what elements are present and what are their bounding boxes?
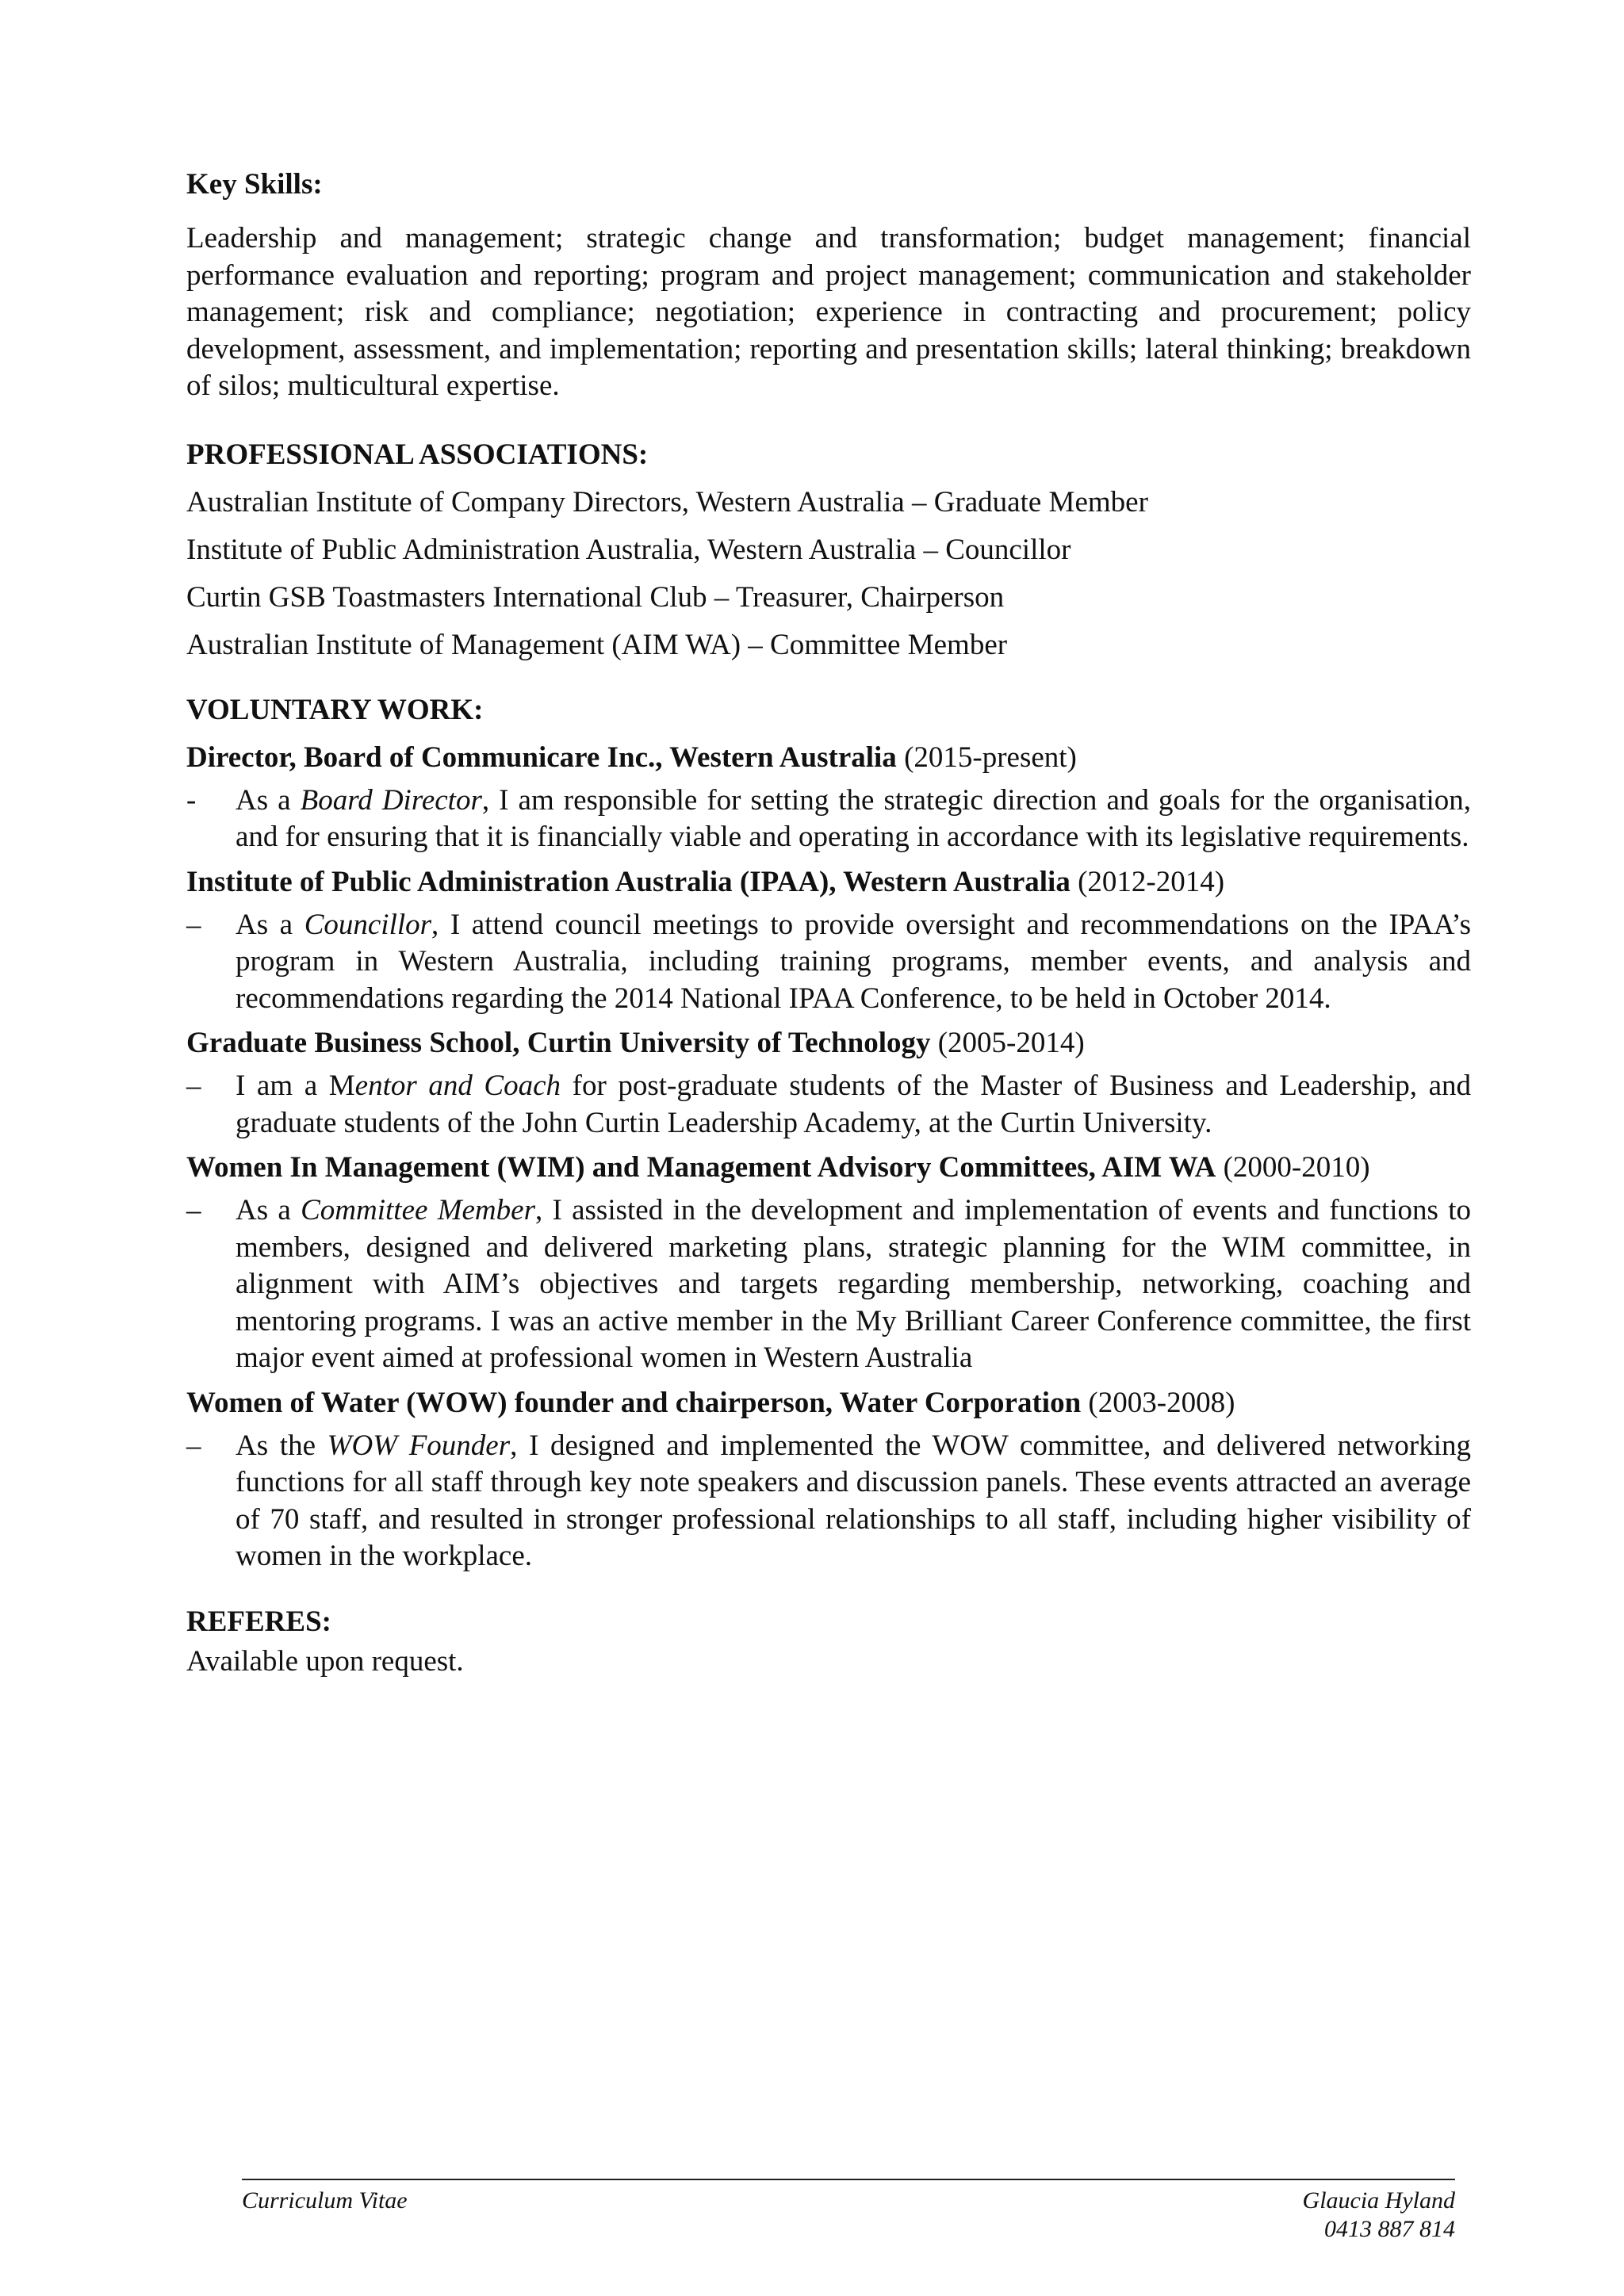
voluntary-description: I am a Mentor and Coach for post-graduate students of the Master of Business and Leadership, and graduate students of the John Curtin Leadership Academy, at the Curtin University. [236,1070,1472,1139]
voluntary-entry [186,740,1471,856]
voluntary-role: Councillor [304,908,432,941]
footer-row [242,2180,1455,2215]
voluntary-period: (2000-2010) [1223,1151,1370,1184]
cv-page [186,166,1471,1680]
voluntary-entry-title [186,1025,1471,1062]
voluntary-bullet [186,907,1471,1018]
voluntary-entry [186,1025,1471,1142]
voluntary-org: Women of Water (WOW) founder and chairperson, Water Corporation [186,1386,1082,1419]
referees-heading: REFERES: [186,1605,331,1638]
associations-list [186,484,1471,664]
voluntary-role: entor and Coach [354,1070,561,1102]
association-item: Curtin GSB Toastmasters International Club – Treasurer, Chairperson [186,580,1005,614]
voluntary-period: (2015-present) [904,740,1077,774]
voluntary-role: Board Director [300,783,482,817]
bullet-dash: – [186,908,201,941]
voluntary-heading: VOLUNTARY WORK: [186,693,484,726]
voluntary-entry [186,1385,1471,1575]
voluntary-bullet [186,1428,1471,1575]
association-item: Institute of Public Administration Australia, Western Australia – Councillor [186,533,1071,566]
voluntary-org: Institute of Public Administration Australia (IPAA), Western Australia [186,865,1071,898]
voluntary-org: Director, Board of Communicare Inc., Western Australia [186,740,897,774]
voluntary-bullet [186,1068,1471,1142]
association-item: Australian Institute of Management (AIM WA) – Committee Member [186,628,1008,661]
voluntary-org: Women In Management (WIM) and Management Advisory Committees, AIM WA [186,1151,1216,1184]
voluntary-role: Committee Member [301,1194,535,1226]
voluntary-org: Graduate Business School, Curtin University of Technology [186,1027,931,1059]
key-skills-heading: Key Skills: [186,168,323,201]
voluntary-bullet [186,783,1471,856]
voluntary-description: As a Councillor, I attend council meetings to provide oversight and recommendations on the IPAA’s program in Western Australia, including training programs, member events, and analysis and recommendations regarding the 2014 National IPAA Conference, to be held in October 2014. [236,908,1471,1015]
voluntary-entry [186,864,1471,1018]
footer-name: Glaucia Hyland [1302,2187,1455,2214]
footer-phone: 0413 887 814 [1324,2216,1455,2242]
footer-doc-title: Curriculum Vitae [242,2187,408,2214]
voluntary-entry-title [186,1150,1471,1186]
bullet-dash: – [186,1194,201,1226]
voluntary-description: As a Committee Member, I assisted in the development and implementation of events and functions to members, designed and delivered marketing plans, strategic planning for the WIM committee, in alignment with AIM’s objectives and targets regarding membership, networking, coaching and mentoring programs. I was an active member in the My Brilliant Career Conference committee, the first major event aimed at professional women in Western Australia [236,1194,1471,1374]
voluntary-period: (2012-2014) [1078,865,1225,898]
voluntary-entry-title [186,1385,1471,1422]
voluntary-role: WOW Founder [327,1429,511,1462]
page-footer [242,2179,1455,2244]
voluntary-period: (2003-2008) [1088,1386,1235,1419]
bullet-dash: – [186,1070,201,1102]
referees-text: Available upon request. [186,1644,464,1678]
voluntary-entry [186,1150,1471,1377]
voluntary-description: As a Board Director, I am responsible for setting the strategic direction and goals for the organisation, and for ensuring that it is financially viable and operating in accordance with its legislative requirements. [236,783,1471,853]
voluntary-entry-title [186,740,1471,776]
association-item: Australian Institute of Company Directors, Western Australia – Graduate Member [186,485,1148,519]
voluntary-entry-title [186,864,1471,901]
bullet-dash: – [186,1429,201,1462]
voluntary-period: (2005-2014) [937,1027,1085,1059]
key-skills-text: Leadership and management; strategic change and transformation; budget management; financial performance evaluation and reporting; program and project management; communication and stakeholder management; risk and compliance; negotiation; experience in contracting and procurement; policy development, assessment, and implementation; reporting and presentation skills; lateral thinking; breakdown of silos; multicultural expertise. [186,222,1471,402]
bullet-dash: - [186,783,197,817]
associations-heading: PROFESSIONAL ASSOCIATIONS: [186,438,649,471]
voluntary-bullet [186,1192,1471,1377]
voluntary-description: As the WOW Founder, I designed and implemented the WOW committee, and delivered networking functions for all staff through key note speakers and discussion panels. These events attracted an average of 70 staff, and resulted in stronger professional relationships to all staff, including higher visibility of women in the workplace. [236,1429,1471,1572]
